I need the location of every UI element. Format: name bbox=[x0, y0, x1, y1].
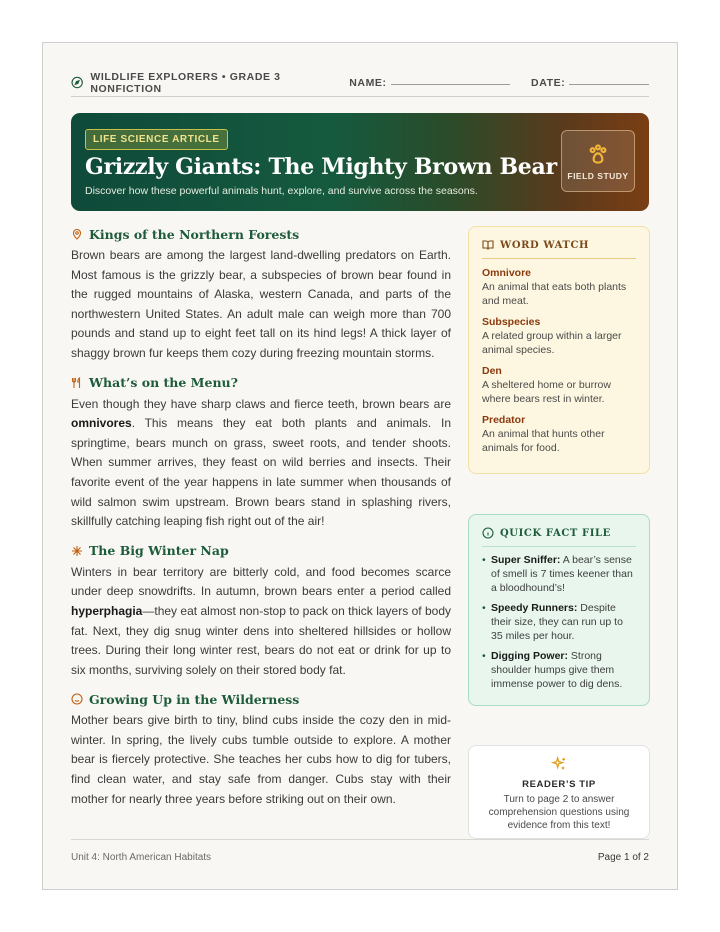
fact-list bbox=[482, 553, 636, 691]
sparkle-icon bbox=[551, 756, 567, 772]
section-growing-up bbox=[71, 690, 451, 809]
fact-item: • Digging Power: Strong shoulder humps give them immense power to dig dens. bbox=[482, 649, 636, 691]
article-subtitle: Discover how these powerful animals hunt, explore, and survive across the seasons. bbox=[85, 185, 478, 197]
section-heading: What’s on the Menu? bbox=[71, 374, 451, 392]
quick-fact-file-box bbox=[468, 514, 650, 706]
section-paragraph: Even though they have sharp claws and fierce teeth, brown bears are omnivores. This means they eat both plants and animals. In springtime, bears munch on grass, sweet roots, and tender shoots. When summer arrives, they feast on wild berries and insects. Their favorite event of the year happens in late summer when thousands of wild salmon swim upstream. Brown bears stand in splashing rivers, skillfully catching leaping fish right out of the air! bbox=[71, 396, 451, 529]
word-watch-title: WORD WATCH bbox=[482, 239, 636, 259]
section-paragraph: Winters in bear territory are bitterly cold, and food becomes scarce under deep snowdrifts. In autumn, brown bears enter a period called hyperphagia—they eat almost non-stop to pack on thick layers of body fat. Next, they dig snug winter dens into sheltered hillsides or hollow trees. During their long winter rest, bears do not eat or drink for up to six months, surviving solely on their stored body fat. bbox=[71, 564, 451, 677]
section-paragraph: Mother bears give birth to tiny, blind cubs inside the cozy den in mid-winter. In spring, the lively cubs tumble outside to explore. A mother bear is fiercely protective. She teaches her cubs how to dig for tubers, find clean water, and stay safe from danger. Cubs stay with their mother for nearly three years before striking out on their own. bbox=[71, 713, 451, 806]
series-label: WILDLIFE EXPLORERS • GRADE 3 NONFICTION bbox=[90, 70, 281, 95]
title-banner bbox=[71, 113, 649, 211]
readers-tip-box bbox=[468, 745, 650, 839]
word-watch-box bbox=[468, 226, 650, 474]
tip-text: Turn to page 2 to answer comprehension questions using evidence from this text! bbox=[488, 794, 630, 831]
article-body bbox=[71, 225, 451, 819]
tip-title: READER’S TIP bbox=[522, 779, 596, 790]
fork-knife-icon bbox=[71, 377, 83, 389]
section-heading: The Big Winter Nap bbox=[71, 542, 451, 560]
field-study-label: FIELD STUDY bbox=[567, 170, 629, 181]
page-number: Page 1 of 2 bbox=[597, 852, 649, 863]
compass-icon bbox=[71, 76, 83, 89]
date-label: DATE: bbox=[531, 76, 566, 89]
article-title: Grizzly Giants: The Mighty Brown Bear bbox=[85, 154, 557, 180]
article-type-badge: LIFE SCIENCE ARTICLE bbox=[85, 129, 228, 150]
worksheet-header bbox=[71, 69, 649, 97]
glossary-term: Den A sheltered home or burrow where bears rest in winter. bbox=[482, 365, 611, 405]
name-label: NAME: bbox=[349, 76, 387, 89]
snowflake-icon bbox=[71, 545, 83, 557]
glossary-term: Predator An animal that hunts other animals for food. bbox=[482, 414, 605, 454]
date-field[interactable] bbox=[569, 84, 649, 85]
field-study-badge bbox=[561, 130, 635, 192]
section-menu bbox=[71, 374, 451, 532]
section-winter bbox=[71, 542, 451, 681]
glossary-term: Subspecies A related group within a larger animal species. bbox=[482, 316, 622, 356]
fact-file-title: QUICK FACT FILE bbox=[482, 527, 636, 547]
glossary-term: Omnivore An animal that eats both plants and meat. bbox=[482, 267, 627, 307]
baby-face-icon bbox=[71, 693, 83, 705]
open-book-icon bbox=[482, 239, 494, 251]
info-icon bbox=[482, 527, 494, 539]
vocab-hyperphagia: hyperphagia bbox=[71, 603, 143, 618]
location-pin-icon bbox=[71, 228, 83, 240]
section-heading: Kings of the Northern Forests bbox=[71, 225, 451, 243]
fact-item: • Super Sniffer: A bear’s sense of smell is 7 times keener than a bloodhound’s! bbox=[482, 553, 636, 595]
vocab-omnivores: omnivores bbox=[71, 416, 132, 431]
section-heading: Growing Up in the Wilderness bbox=[71, 690, 451, 708]
paw-print-icon bbox=[585, 142, 611, 168]
section-paragraph: Brown bears are among the largest land-dwelling predators on Earth. Most famous is the grizzly bear, a subspecies of brown bear found in the rugged mountains of Alaska, western Canada, and parts of the northwestern United States. An adult male can weigh more than 700 pounds and stand up to eight feet tall on its hind legs! A thick layer of shaggy brown fur keeps them cozy during freezing mountain storms. bbox=[71, 248, 451, 360]
worksheet-page bbox=[42, 42, 678, 890]
name-field[interactable] bbox=[391, 84, 510, 85]
unit-label: Unit 4: North American Habitats bbox=[71, 852, 212, 863]
fact-item: • Speedy Runners: Despite their size, they can run up to 35 miles per hour. bbox=[482, 601, 636, 643]
worksheet-footer bbox=[71, 839, 649, 863]
section-kings bbox=[71, 225, 451, 364]
